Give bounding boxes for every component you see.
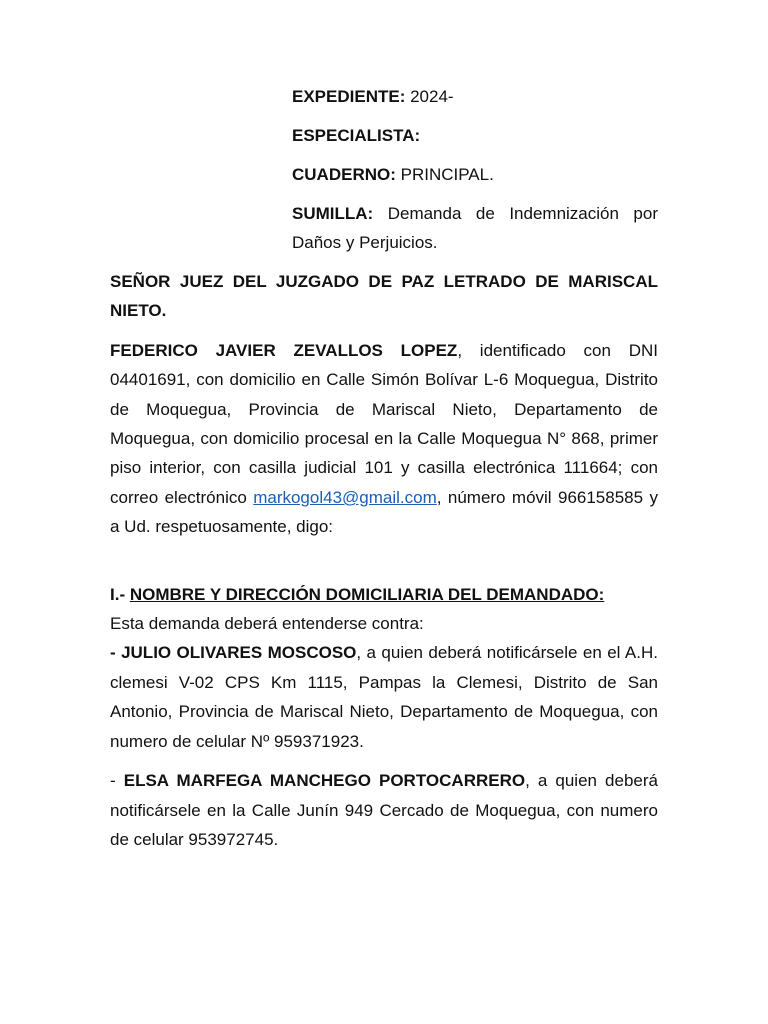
- expediente-line: [292, 82, 658, 111]
- sumilla-label: SUMILLA:: [292, 204, 374, 223]
- defendant-1-paragraph: [110, 638, 658, 756]
- defendant-1-prefix: -: [110, 643, 122, 663]
- email-link[interactable]: markogol43@gmail.com: [253, 487, 437, 507]
- especialista-label: ESPECIALISTA:: [292, 126, 421, 145]
- intro-text: , identificado con DNI 04401691, con domicilio en Calle Simón Bolívar L-6 Moquegua, Distrito de Moquegua, Provincia de Mariscal Nieto, Departamento de Moquegua, con domicilio procesal en la Calle Moquegua N° 868, primer piso interior, con casilla judicial 101 y casilla electrónica 111664; con correo electrónico: [110, 340, 658, 507]
- section-1-lead-text: Esta demanda deberá entenderse contra:: [110, 614, 424, 634]
- document-page: [110, 82, 658, 864]
- defendant-2-prefix: -: [110, 771, 124, 791]
- defendant-2-name: ELSA MARFEGA MANCHEGO PORTOCARRERO: [123, 771, 526, 791]
- sumilla-value: Demanda de Indemnización por Daños y Perjuicios.: [292, 204, 658, 252]
- cuaderno-line: [292, 160, 658, 189]
- sumilla-line: [292, 199, 658, 257]
- especialista-line: [292, 121, 658, 150]
- cuaderno-value: PRINCIPAL.: [395, 165, 494, 184]
- cuaderno-label: CUADERNO:: [292, 165, 396, 184]
- defendant-2-text: , a quien deberá notificársele en la Calle Junín 949 Cercado de Moquegua, con numero de celular 953972745.: [110, 771, 658, 849]
- defendant-1-name: JULIO OLIVARES MOSCOSO: [121, 643, 357, 663]
- expediente-value: 2024-: [405, 87, 454, 106]
- expediente-label: EXPEDIENTE:: [292, 87, 406, 106]
- case-header: [292, 82, 658, 257]
- intro-text-end: , número móvil 966158585 y a Ud. respetuosamente, digo:: [110, 487, 658, 537]
- section-1-number: I.-: [110, 584, 126, 604]
- blank-line: [110, 542, 658, 561]
- addressee-text: SEÑOR JUEZ DEL JUZGADO DE PAZ LETRADO DE MARISCAL NIETO.: [110, 272, 658, 321]
- section-1-lead: [110, 609, 658, 638]
- section-1-heading: NOMBRE Y DIRECCIÓN DOMICILIARIA DEL DEMANDADO:: [129, 584, 605, 604]
- defendant-2-paragraph: [110, 766, 658, 854]
- blank-line: [110, 561, 658, 580]
- addressee: [110, 267, 658, 326]
- intro-paragraph: [110, 336, 658, 542]
- plaintiff-name: FEDERICO JAVIER ZEVALLOS LOPEZ: [110, 340, 458, 360]
- defendant-1-text: , a quien deberá notificársele en el A.H. clemesi V-02 CPS Km 1115, Pampas la Clemesi, Distrito de San Antonio, Provincia de Mariscal Nieto, Departamento de Moquegua, con numero de celular Nº 959371923.: [110, 643, 658, 751]
- section-1-title: [110, 580, 658, 609]
